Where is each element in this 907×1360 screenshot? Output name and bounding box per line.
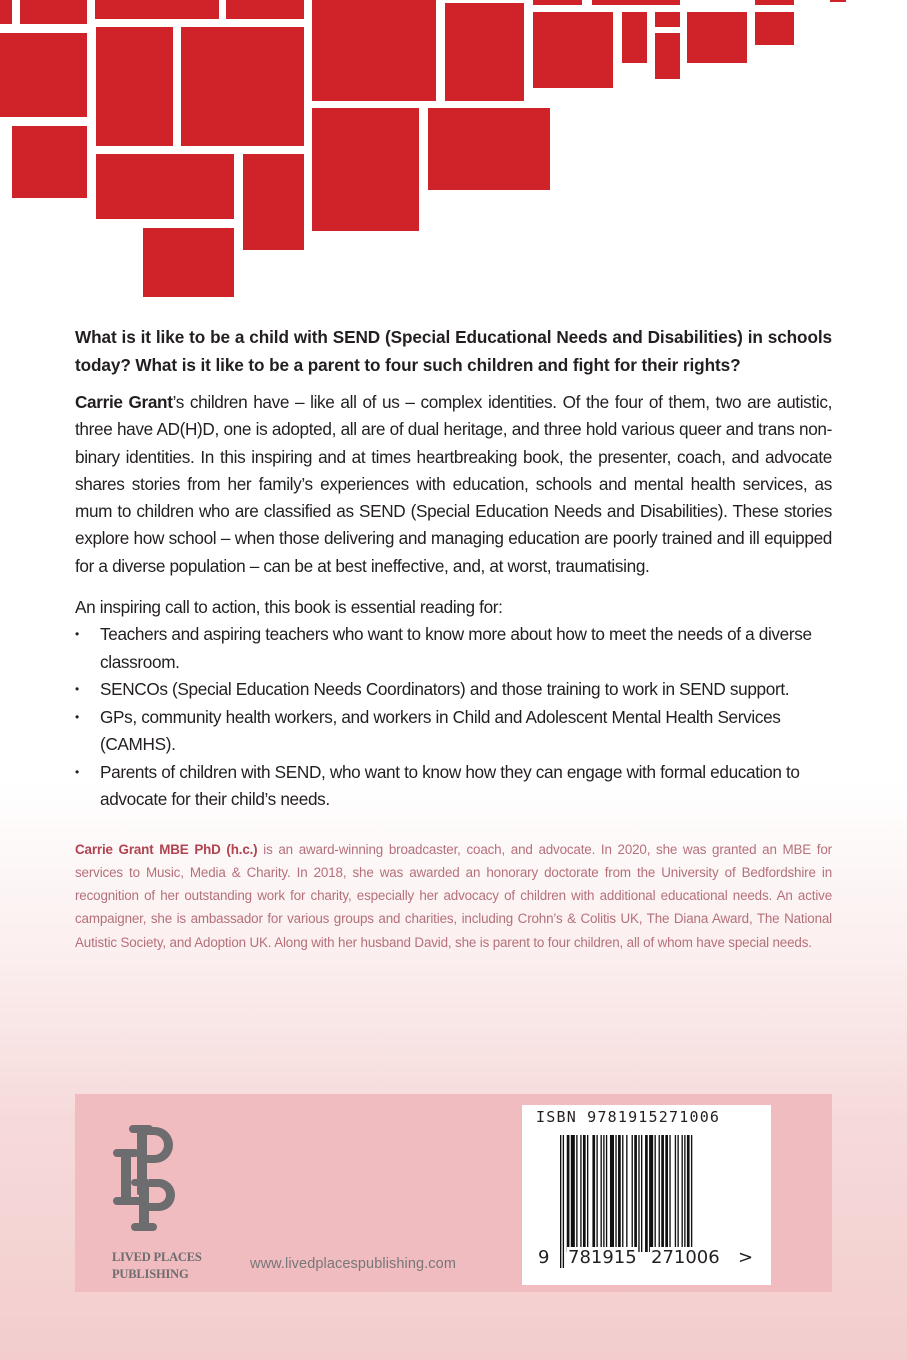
blurb-lead-question: What is it like to be a child with SEND (Special Educational Needs and Disabilities) in schools today? What is it like to be a parent to four such children and fight for their rights? [75, 327, 832, 375]
red-tile [655, 12, 680, 27]
lpp-logo-icon [111, 1123, 177, 1233]
publisher-website-link[interactable]: www.livedplacespublishing.com [250, 1256, 456, 1272]
author-bio [75, 838, 832, 954]
red-tile [12, 126, 87, 198]
red-tile [830, 0, 846, 2]
bullet-icon: • [75, 627, 79, 642]
audience-list [75, 621, 832, 814]
red-tile [312, 108, 419, 231]
red-tile [96, 154, 234, 219]
red-tile [20, 0, 87, 24]
red-tile [687, 12, 747, 63]
blurb-body [75, 389, 832, 580]
red-tile [95, 0, 219, 19]
bullet-icon: • [75, 709, 79, 724]
bullet-icon: • [75, 764, 79, 779]
red-tile [96, 27, 173, 146]
red-tile-mosaic [0, 0, 907, 310]
red-tile [622, 12, 647, 63]
author-name: Carrie Grant [75, 392, 173, 412]
red-tile [655, 33, 680, 79]
red-tile [755, 0, 794, 5]
red-tile [592, 0, 680, 5]
red-tile [533, 12, 613, 88]
bullet-icon: • [75, 682, 79, 697]
back-cover-blurb [75, 324, 832, 954]
publisher-footer-panel [75, 1094, 832, 1292]
audience-item: • SENCOs (Special Education Needs Coordinators) and those training to work in SEND support. [75, 676, 832, 704]
red-tile [428, 108, 550, 190]
red-tile [445, 3, 524, 101]
red-tile [533, 0, 582, 5]
isbn-barcode: ISBN 9781915271006 9 781915 271006 > [522, 1105, 771, 1285]
red-tile [181, 27, 304, 146]
audience-item: • GPs, community health workers, and workers in Child and Adolescent Mental Health Services (CAMHS). [75, 704, 832, 759]
red-tile [312, 0, 436, 101]
red-tile [243, 154, 304, 250]
author-bio-text: is an award-winning broadcaster, coach, and advocate. In 2020, she was granted an MBE for services to Music, Media & Charity. In 2018, she was awarded an honorary doctorate from the University of Bedfordshire in recognition of her outstanding work for charity, especially her advocacy of children with additional educational needs. An active campaigner, she is ambassador for various groups and charities, including Crohn’s & Colitis UK, The Diana Award, The National Autistic Society, and Adoption UK. Along with her husband David, she is parent to four children, all of whom have special needs. [75, 841, 832, 950]
audience-item: • Teachers and aspiring teachers who want to know more about how to meet the needs of a diverse classroom. [75, 621, 832, 676]
publisher-name: LIVED PLACES PUBLISHING [112, 1250, 202, 1281]
isbn-label: ISBN 9781915271006 [536, 1108, 721, 1126]
author-bio-name: Carrie Grant MBE PhD (h.c.) [75, 841, 258, 857]
red-tile [143, 228, 234, 297]
red-tile [755, 12, 794, 45]
red-tile [0, 0, 12, 24]
red-tile [226, 0, 304, 19]
audience-intro: An inspiring call to action, this book is essential reading for: [75, 597, 503, 618]
blurb-body-text: ’s children have – like all of us – complex identities. Of the four of them, two are autistic, three have AD(H)D, one is adopted, all are of dual heritage, and three hold various queer and trans non-binary identities. In this inspiring and at times heartbreaking book, the presenter, coach, and advocate shares stories from her family’s experiences with education, schools and mental health services, as mum to children who are classified as SEND (Special Education Needs and Disabilities). These stories explore how school – when those delivering and managing education are poorly trained and ill equipped for a diverse population – can be at best ineffective, and, at worst, traumatising. [75, 392, 832, 576]
audience-item: • Parents of children with SEND, who want to know how they can engage with formal education to advocate for their child’s needs. [75, 759, 832, 814]
red-tile [0, 33, 87, 117]
